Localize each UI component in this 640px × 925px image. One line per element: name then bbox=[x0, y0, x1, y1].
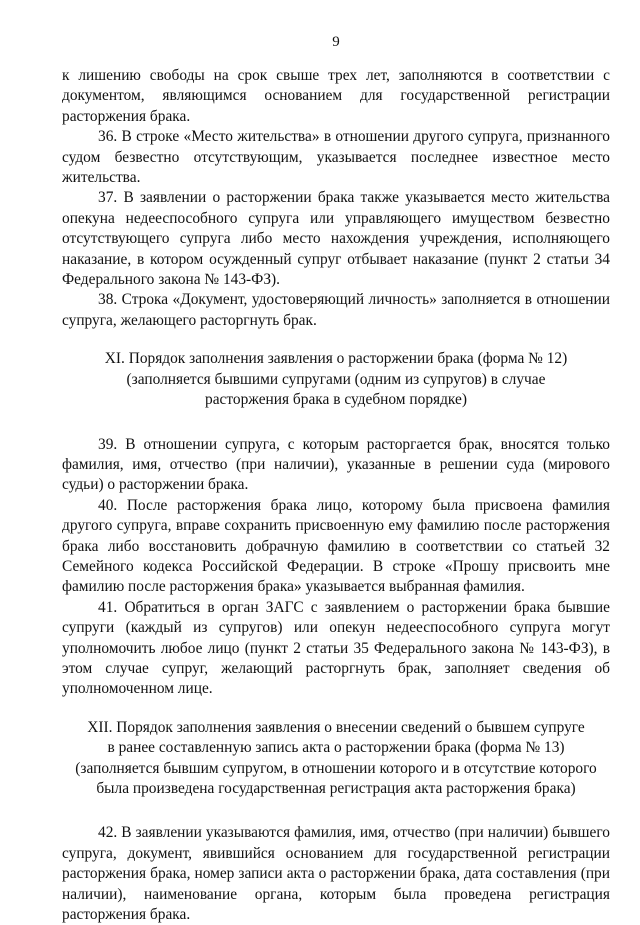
section-heading-xii-line: (заполняется бывшим супругом, в отношении которого и в отсутствие которого bbox=[75, 759, 597, 777]
section-heading-xii-line: была произведена государственная регистрация акта расторжения брака) bbox=[96, 780, 576, 797]
section-heading-xi-line: (заполняется бывшими супругами (одним из супругов) в случае bbox=[126, 370, 546, 388]
section-heading-xi-line: XI. Порядок заполнения заявления о расторжении брака (форма № 12) bbox=[104, 350, 568, 368]
section-heading-xi bbox=[62, 349, 610, 410]
section-heading-xii bbox=[62, 718, 610, 800]
paragraph-38: 38. Строка «Документ, удостоверяющий личность» заполняется в отношении супруга, желающего расторгнуть брак. bbox=[62, 291, 610, 329]
section-heading-xii-line: XII. Порядок заполнения заявления о внесении сведений о бывшем супруге bbox=[87, 718, 585, 736]
continuation-paragraph: к лишению свободы на срок свыше трех лет, заполняются в соответствии с документом, являющимся основанием для государственной регистрации расторжения брака. bbox=[62, 67, 610, 125]
section-heading-xii-line: в ранее составленную запись акта о расторжении брака (форма № 13) bbox=[107, 739, 565, 757]
page-number: 9 bbox=[332, 34, 340, 50]
paragraph-37: 37. В заявлении о расторжении брака также указывается место жительства опекуна недееспособного супруга или управляющего имуществом безвестно отсутствующего супруга либо место нахождения учреждения, исполняющего наказание, в котором осужденный супруг отбывает наказание (пункт 2 статьи 34 Федерального закона № 143-ФЗ). bbox=[62, 189, 610, 289]
section-heading-xi-line: расторжения брака в судебном порядке) bbox=[205, 391, 467, 409]
paragraph-39: 39. В отношении супруга, с которым расторгается брак, вносятся только фамилия, имя, отчество (при наличии), указанные в решении суда (мирового судьи) о расторжении брака. bbox=[62, 435, 610, 494]
paragraph-36: 36. В строке «Место жительства» в отношении другого супруга, признанного судом безвестно отсутствующим, указывается последнее известное место жительства. bbox=[62, 128, 610, 187]
paragraph-40: 40. После расторжения брака лицо, которому была присвоена фамилия другого супруга, вправе сохранить присвоенную ему фамилию после расторжения брака либо восстановить добрачную фамилию в соответствии со статьей 32 Семейного кодекса Российской Федерации. В строке «Прошу присвоить мне фамилию после расторжения брака» указывается выбранная фамилия. bbox=[62, 496, 610, 596]
paragraph-42: 42. В заявлении указываются фамилия, имя, отчество (при наличии) бывшего супруга, документ, явившийся основанием для государственной регистрации расторжения брака, номер записи акта о расторжении брака, дата составления (при наличии), наименование органа, которым была проведена регистрация расторжения брака. bbox=[62, 824, 610, 924]
document-body bbox=[62, 66, 610, 925]
paragraph-41: 41. Обратиться в орган ЗАГС с заявлением о расторжении брака бывшие супруги (каждый из супругов) или опекун недееспособного супруга могут уполномочить любое лицо (пункт 2 статьи 35 Федерального закона № 143-ФЗ), в этом случае супруг, желающий расторгнуть брак, заполняет сведения об уполномоченном лице. bbox=[62, 598, 610, 698]
